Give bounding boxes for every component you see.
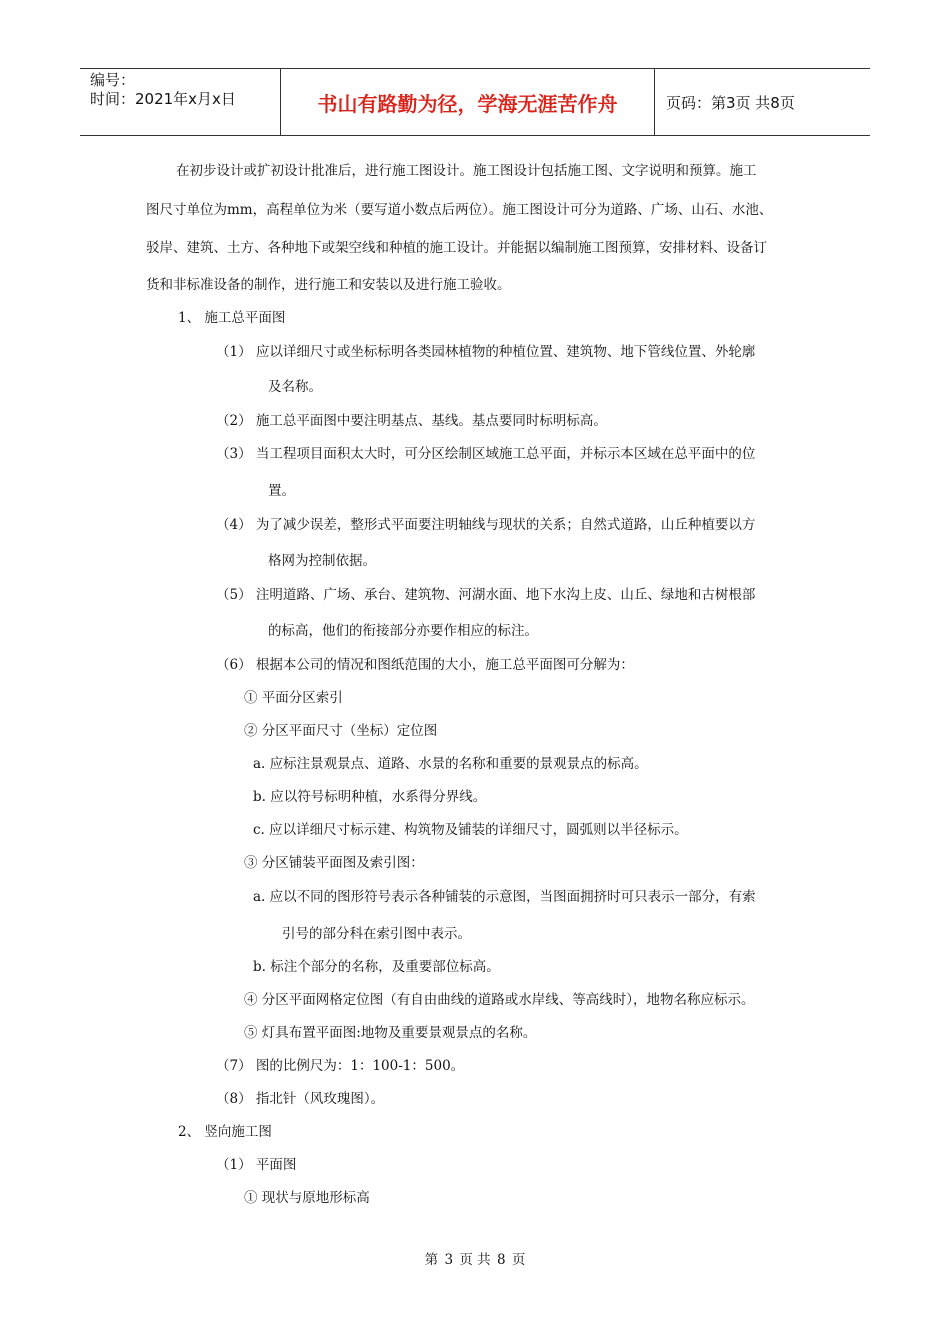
- paragraph-line: 图尺寸单位为mm，高程单位为米（要写道小数点后两位）。施工图设计可分为道路、广场、山石、水池、: [146, 202, 773, 218]
- header-meta: [80, 69, 281, 135]
- header-page-info: 页码：第3页 共8页: [666, 93, 795, 112]
- list-item: （3） 当工程项目面积太大时，可分区绘制区域施工总平面，并标示本区域在总平面中的位: [216, 446, 756, 462]
- list-item-continuation: 置。: [268, 483, 295, 499]
- list-item: （6） 根据本公司的情况和图纸范围的大小，施工总平面图可分解为：: [216, 657, 634, 673]
- list-item: （1） 应以详细尺寸或坐标标明各类园林植物的种植位置、建筑物、地下管线位置、外轮廓: [216, 344, 756, 360]
- sub-sub-item-continuation: 引号的部分科在索引图中表示。: [282, 926, 471, 942]
- list-item: （2） 施工总平面图中要注明基点、基线。基点要同时标明标高。: [216, 413, 607, 429]
- sub-sub-item: c. 应以详细尺寸标示建、构筑物及铺装的详细尺寸，圆弧则以半径标示。: [253, 822, 688, 838]
- sub-sub-item: b. 应以符号标明种植，水系得分界线。: [253, 789, 487, 805]
- list-item: （1） 平面图: [216, 1157, 297, 1173]
- list-item-continuation: 格网为控制依据。: [268, 553, 376, 569]
- footer-middle: 页 共: [459, 1252, 491, 1268]
- paragraph-line: 驳岸、建筑、土方、各种地下或架空线和种植的施工设计。并能据以编制施工图预算，安排材料、设备订: [146, 240, 767, 256]
- list-item-continuation: 的标高，他们的衔接部分亦要作相应的标注。: [268, 623, 538, 639]
- paragraph-line: 货和非标准设备的制作，进行施工和安装以及进行施工验收。: [146, 277, 511, 293]
- header-date: 时间：2021年x月x日: [90, 90, 236, 108]
- sub-item: ② 分区平面尺寸（坐标）定位图: [244, 723, 438, 739]
- list-item: （5） 注明道路、广场、承台、建筑物、河湖水面、地下水沟上皮、山丘、绿地和古树根部: [216, 587, 756, 603]
- list-item: （4） 为了减少误差，整形式平面要注明轴线与现状的关系；自然式道路，山丘种植要以方: [216, 517, 756, 533]
- footer-suffix: 页: [511, 1252, 526, 1268]
- sub-sub-item: a. 应标注景观景点、道路、水景的名称和重要的景观景点的标高。: [253, 756, 648, 772]
- section-heading: 2、 竖向施工图: [178, 1124, 272, 1140]
- list-item: （8） 指北针（风玫瑰图）。: [216, 1091, 385, 1107]
- serial-label: 编号：: [90, 71, 136, 89]
- sub-sub-item: a. 应以不同的图形符号表示各种铺装的示意图，当图面拥挤时可只表示一部分，有索: [253, 889, 756, 905]
- sub-item: ① 平面分区索引: [244, 690, 343, 706]
- page-footer: [0, 1248, 950, 1268]
- sub-item: ③ 分区铺装平面图及索引图：: [244, 855, 424, 871]
- footer-total-pages: 8: [496, 1252, 506, 1268]
- footer-prefix: 第: [424, 1252, 439, 1268]
- sub-item: ⑤ 灯具布置平面图:地物及重要景观景点的名称。: [244, 1025, 537, 1041]
- sub-item: ① 现状与原地形标高: [244, 1190, 370, 1206]
- footer-page-number: 3: [444, 1252, 454, 1268]
- header-motto: 书山有路勤为径，学海无涯苦作舟: [281, 69, 655, 135]
- list-item-continuation: 及名称。: [268, 379, 322, 395]
- sub-sub-item: b. 标注个部分的名称，及重要部位标高。: [253, 959, 500, 975]
- list-item: （7） 图的比例尺为：1：100-1：500。: [216, 1058, 465, 1074]
- page-header: [80, 68, 870, 136]
- sub-item: ④ 分区平面网格定位图（有自由曲线的道路或水岸线、等高线时），地物名称应标示。: [244, 992, 755, 1008]
- section-heading: 1、 施工总平面图: [178, 310, 286, 326]
- paragraph-line: 在初步设计或扩初设计批准后，进行施工图设计。施工图设计包括施工图、文字说明和预算。施工: [176, 163, 757, 179]
